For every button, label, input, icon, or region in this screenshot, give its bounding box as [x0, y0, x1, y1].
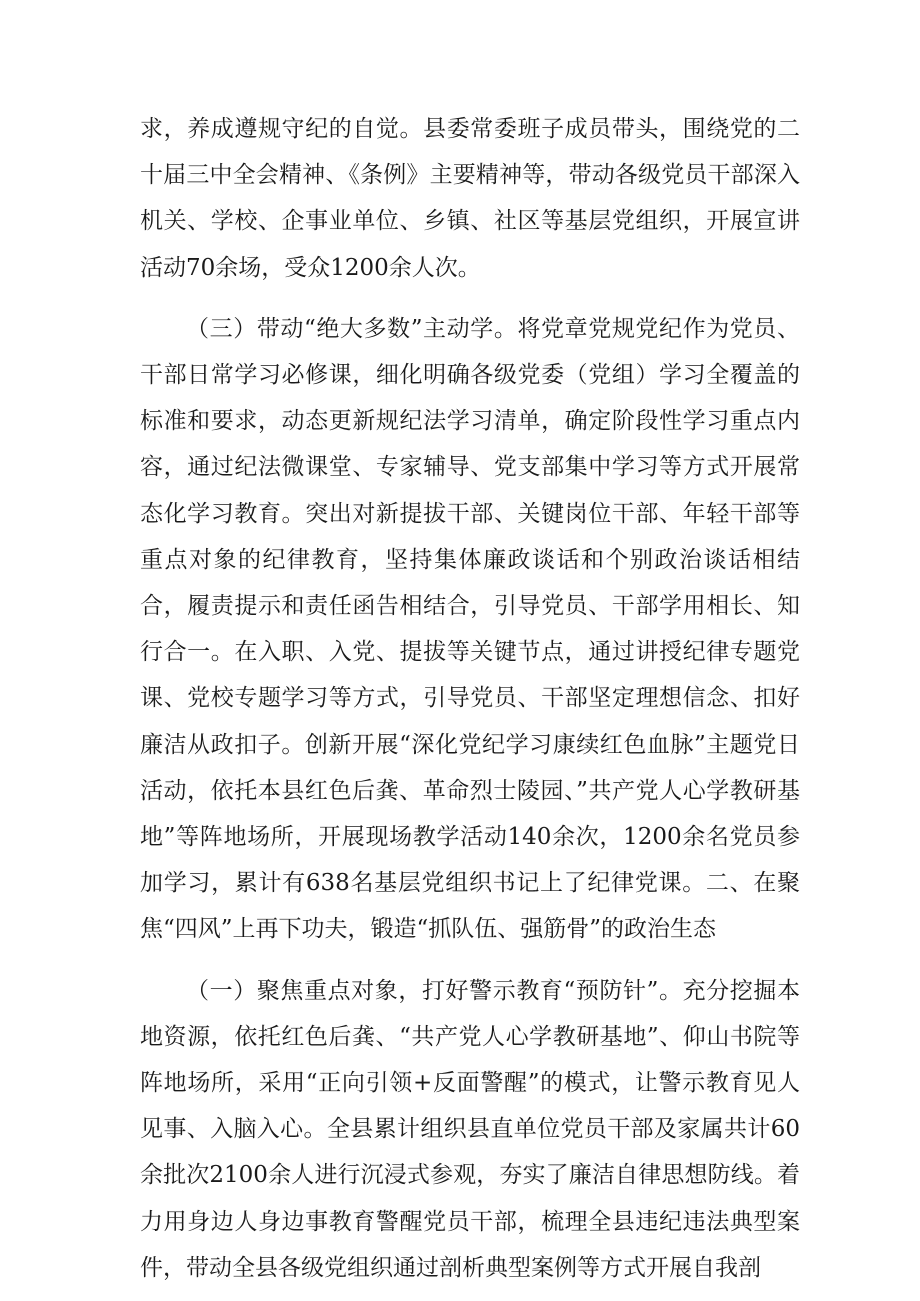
paragraph-continuation: 求，养成遵规守纪的自觉。县委常委班子成员带头，围绕党的二十届三中全会精神、《条例》主要精神等，带动各级党员干部深入机关、学校、企事业单位、乡镇、社区等基层党组织，开展宣讲活动70余场，受众1200余人次。 [140, 116, 800, 281]
paragraph-section-one: （一）聚焦重点对象，打好警示教育“预防针”。充分挖掘本地资源，依托红色后龚、“共产党人心学教研基地”、仰山书院等阵地场所，采用“正向引领+反面警醒”的模式，让警示教育见人见事、入脑入心。全县累计组织县直单位党员干部及家属共计60余批次2100余人进行沉浸式参观，夯实了廉洁自律思想防线。着力用身边人身边事教育警醒党员干部，梳理全县违纪违法典型案件，带动全县各级党组织通过剖析典型案例等方式开展自我剖 [140, 977, 800, 1281]
document-body [140, 106, 800, 1291]
paragraph-section-three: （三）带动“绝大多数”主动学。将党章党规党纪作为党员、干部日常学习必修课，细化明确各级党委（党组）学习全覆盖的标准和要求，动态更新规纪法学习清单，确定阶段性学习重点内容，通过纪法微课堂、专家辅导、党支部集中学习等方式开展常态化学习教育。突出对新提拔干部、关键岗位干部、年轻干部等重点对象的纪律教育，坚持集体廉政谈话和个别政治谈话相结合，履责提示和责任函告相结合，引导党员、干部学用相长、知行合一。在入职、入党、提拔等关键节点，通过讲授纪律专题党课、党校专题学习等方式，引导党员、干部坚定理想信念、扣好廉洁从政扣子。创新开展“深化党纪学习康续红色血脉”主题党日活动，依托本县红色后龚、革命烈士陵园、”共产党人心学教研基地”等阵地场所，开展现场教学活动140余次，1200余名党员参加学习，累计有638名基层党组织书记上了纪律党课。二、在聚焦“四风”上再下功夫，锻造“抓队伍、强筋骨”的政治生态 [140, 315, 800, 943]
